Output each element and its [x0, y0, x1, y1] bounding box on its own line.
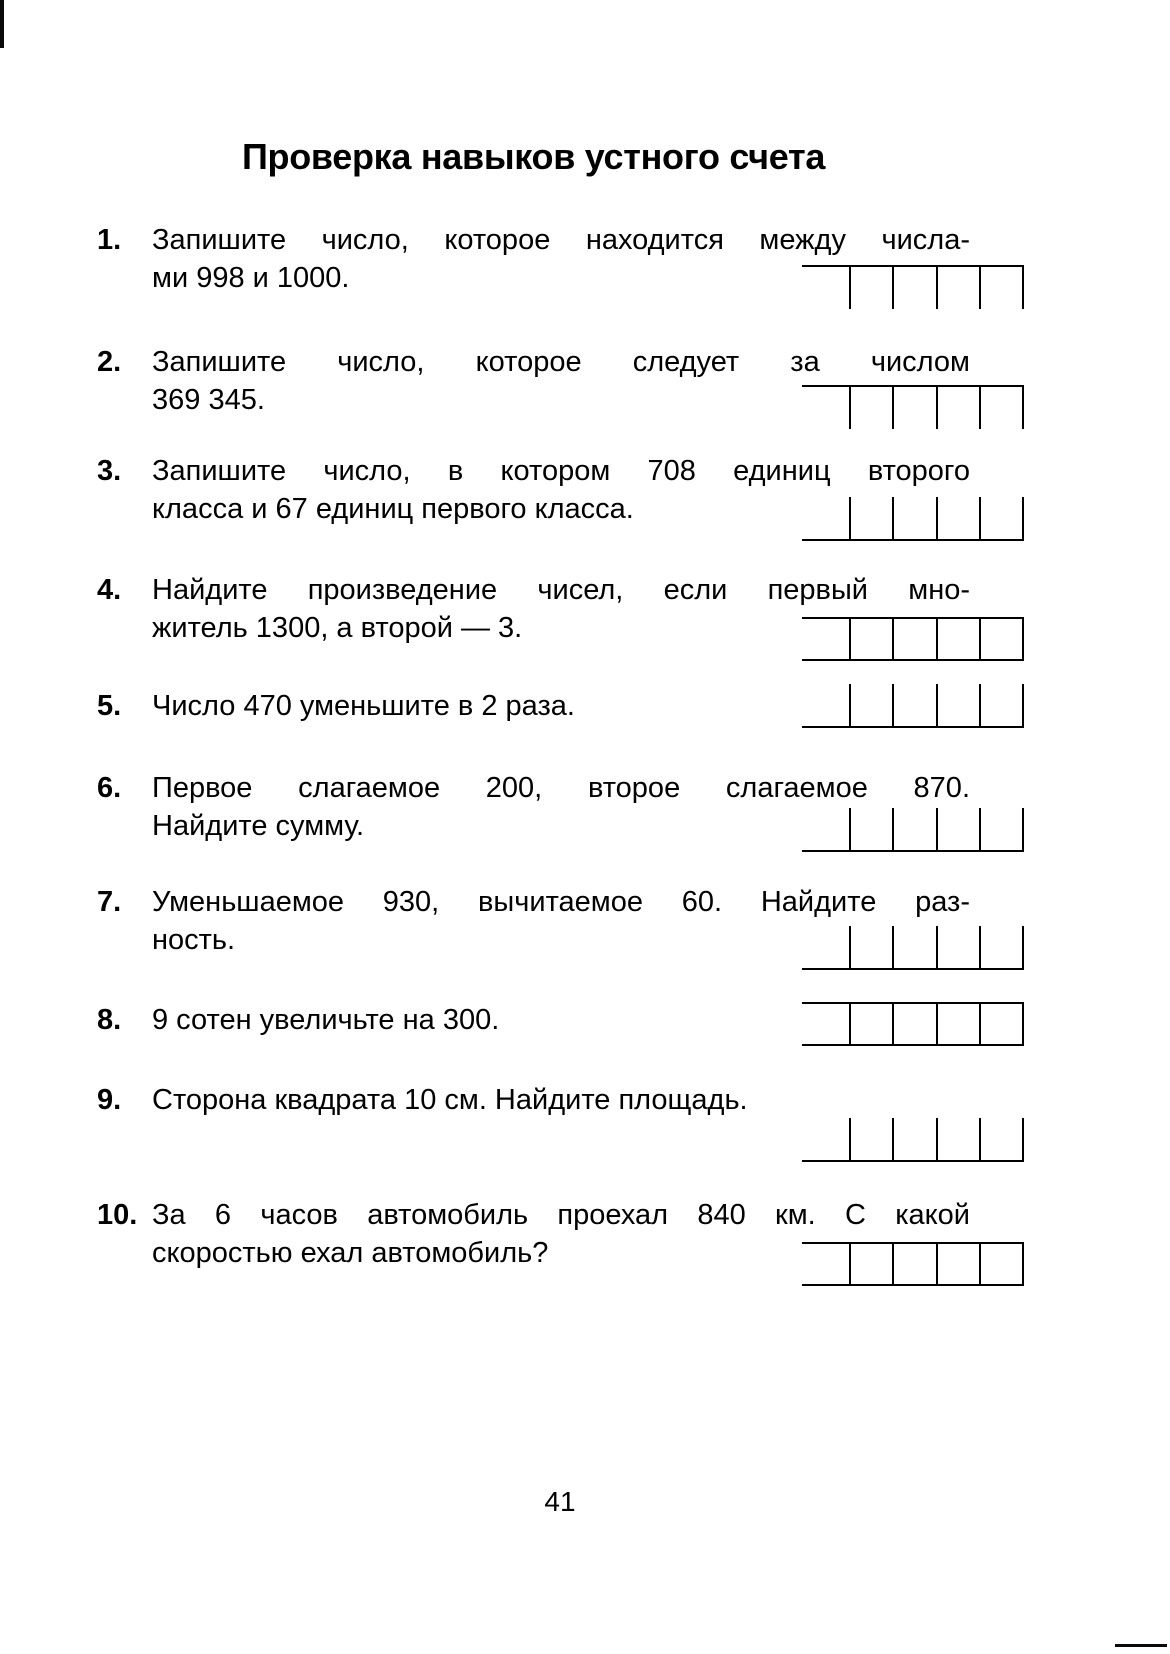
grid-line: [849, 497, 851, 539]
grid-line: [1022, 926, 1024, 968]
grid-line: [892, 267, 894, 309]
grid-line: [892, 1244, 894, 1284]
question-number: 7.: [97, 886, 122, 918]
grid-line: [849, 619, 851, 659]
answer-grid: [802, 497, 1024, 541]
question-number: 10.: [97, 1199, 138, 1231]
grid-line: [979, 267, 981, 309]
grid-line: [979, 619, 981, 659]
question-text-line: Сторона квадрата 10 см. Найдите площадь.: [152, 1084, 748, 1116]
grid-line: [1022, 267, 1024, 309]
question-text-line: ми 998 и 1000.: [152, 262, 350, 294]
grid-line: [979, 497, 981, 539]
grid-line: [849, 387, 851, 429]
question-text-line: 369 345.: [152, 384, 265, 416]
question-text-line: скоростью ехал автомобиль?: [152, 1237, 549, 1269]
answer-grid: [802, 684, 1024, 728]
grid-line: [936, 1244, 938, 1284]
question-text-line: Уменьшаемое 930, вычитаемое 60. Найдите раз-: [152, 886, 970, 918]
scan-artifact-dash: [1115, 1644, 1167, 1647]
answer-grid: [802, 385, 1024, 429]
grid-line: [849, 1004, 851, 1044]
grid-line: [1022, 387, 1024, 429]
grid-line: [892, 684, 894, 726]
question-number: 9.: [97, 1084, 122, 1116]
grid-line: [979, 926, 981, 968]
question-number: 3.: [97, 455, 122, 487]
grid-line: [936, 684, 938, 726]
answer-grid: [802, 808, 1024, 852]
question-text-line: Запишите число, которое следует за числом: [152, 346, 970, 378]
grid-line: [979, 1118, 981, 1160]
question-text-line: Найдите сумму.: [152, 810, 365, 842]
answer-grid: [802, 1242, 1024, 1286]
question-text-line: Число 470 уменьшите в 2 раза.: [152, 690, 575, 722]
question-number: 8.: [97, 1004, 122, 1036]
grid-line: [936, 1118, 938, 1160]
question-text-line: ность.: [152, 924, 236, 956]
question-text-line: Найдите произведение чисел, если первый мно-: [152, 574, 970, 606]
question-text-line: За 6 часов автомобиль проехал 840 км. С какой: [152, 1199, 970, 1231]
answer-grid: [802, 1002, 1024, 1046]
grid-line: [936, 926, 938, 968]
grid-line: [849, 684, 851, 726]
grid-line: [849, 926, 851, 968]
answer-grid: [802, 926, 1024, 970]
grid-line: [892, 387, 894, 429]
grid-line: [849, 1118, 851, 1160]
grid-line: [1022, 1004, 1024, 1044]
question-text-line: класса и 67 единиц первого класса.: [152, 493, 634, 525]
question-number: 4.: [97, 574, 122, 606]
grid-line: [849, 267, 851, 309]
page-title: Проверка навыков устного счета: [241, 136, 826, 177]
grid-line: [936, 808, 938, 850]
grid-line: [892, 808, 894, 850]
grid-line: [892, 619, 894, 659]
grid-line: [892, 926, 894, 968]
grid-line: [849, 808, 851, 850]
grid-line: [936, 619, 938, 659]
grid-line: [936, 497, 938, 539]
question-text-line: Запишите число, в котором 708 единиц второго: [152, 455, 970, 487]
question-text: [152, 1081, 970, 1119]
question-text-line: 9 сотен увеличьте на 300.: [152, 1004, 500, 1036]
grid-line: [1022, 684, 1024, 726]
grid-line: [1022, 619, 1024, 659]
grid-line: [892, 1118, 894, 1160]
scan-artifact-bar: [0, 0, 4, 48]
answer-grid: [802, 617, 1024, 661]
question-number: 2.: [97, 346, 122, 378]
grid-line: [892, 1004, 894, 1044]
grid-line: [979, 387, 981, 429]
grid-line: [979, 684, 981, 726]
page-number: 41: [544, 1486, 576, 1517]
answer-grid: [802, 1118, 1024, 1162]
grid-line: [936, 267, 938, 309]
grid-line: [892, 497, 894, 539]
grid-line: [979, 1004, 981, 1044]
grid-line: [1022, 497, 1024, 539]
grid-line: [979, 1244, 981, 1284]
question-text-line: Запишите число, которое находится между числа-: [152, 224, 970, 256]
question-text-line: Первое слагаемое 200, второе слагаемое 870.: [152, 772, 970, 804]
question-text-line: житель 1300, а второй — 3.: [152, 612, 523, 644]
grid-line: [849, 1244, 851, 1284]
question-number: 1.: [97, 224, 122, 256]
grid-line: [936, 1004, 938, 1044]
grid-line: [1022, 1244, 1024, 1284]
grid-line: [979, 808, 981, 850]
question-number: 5.: [97, 690, 122, 722]
grid-line: [1022, 808, 1024, 850]
grid-line: [1022, 1118, 1024, 1160]
answer-grid: [802, 265, 1024, 309]
grid-line: [936, 387, 938, 429]
question-number: 6.: [97, 772, 122, 804]
